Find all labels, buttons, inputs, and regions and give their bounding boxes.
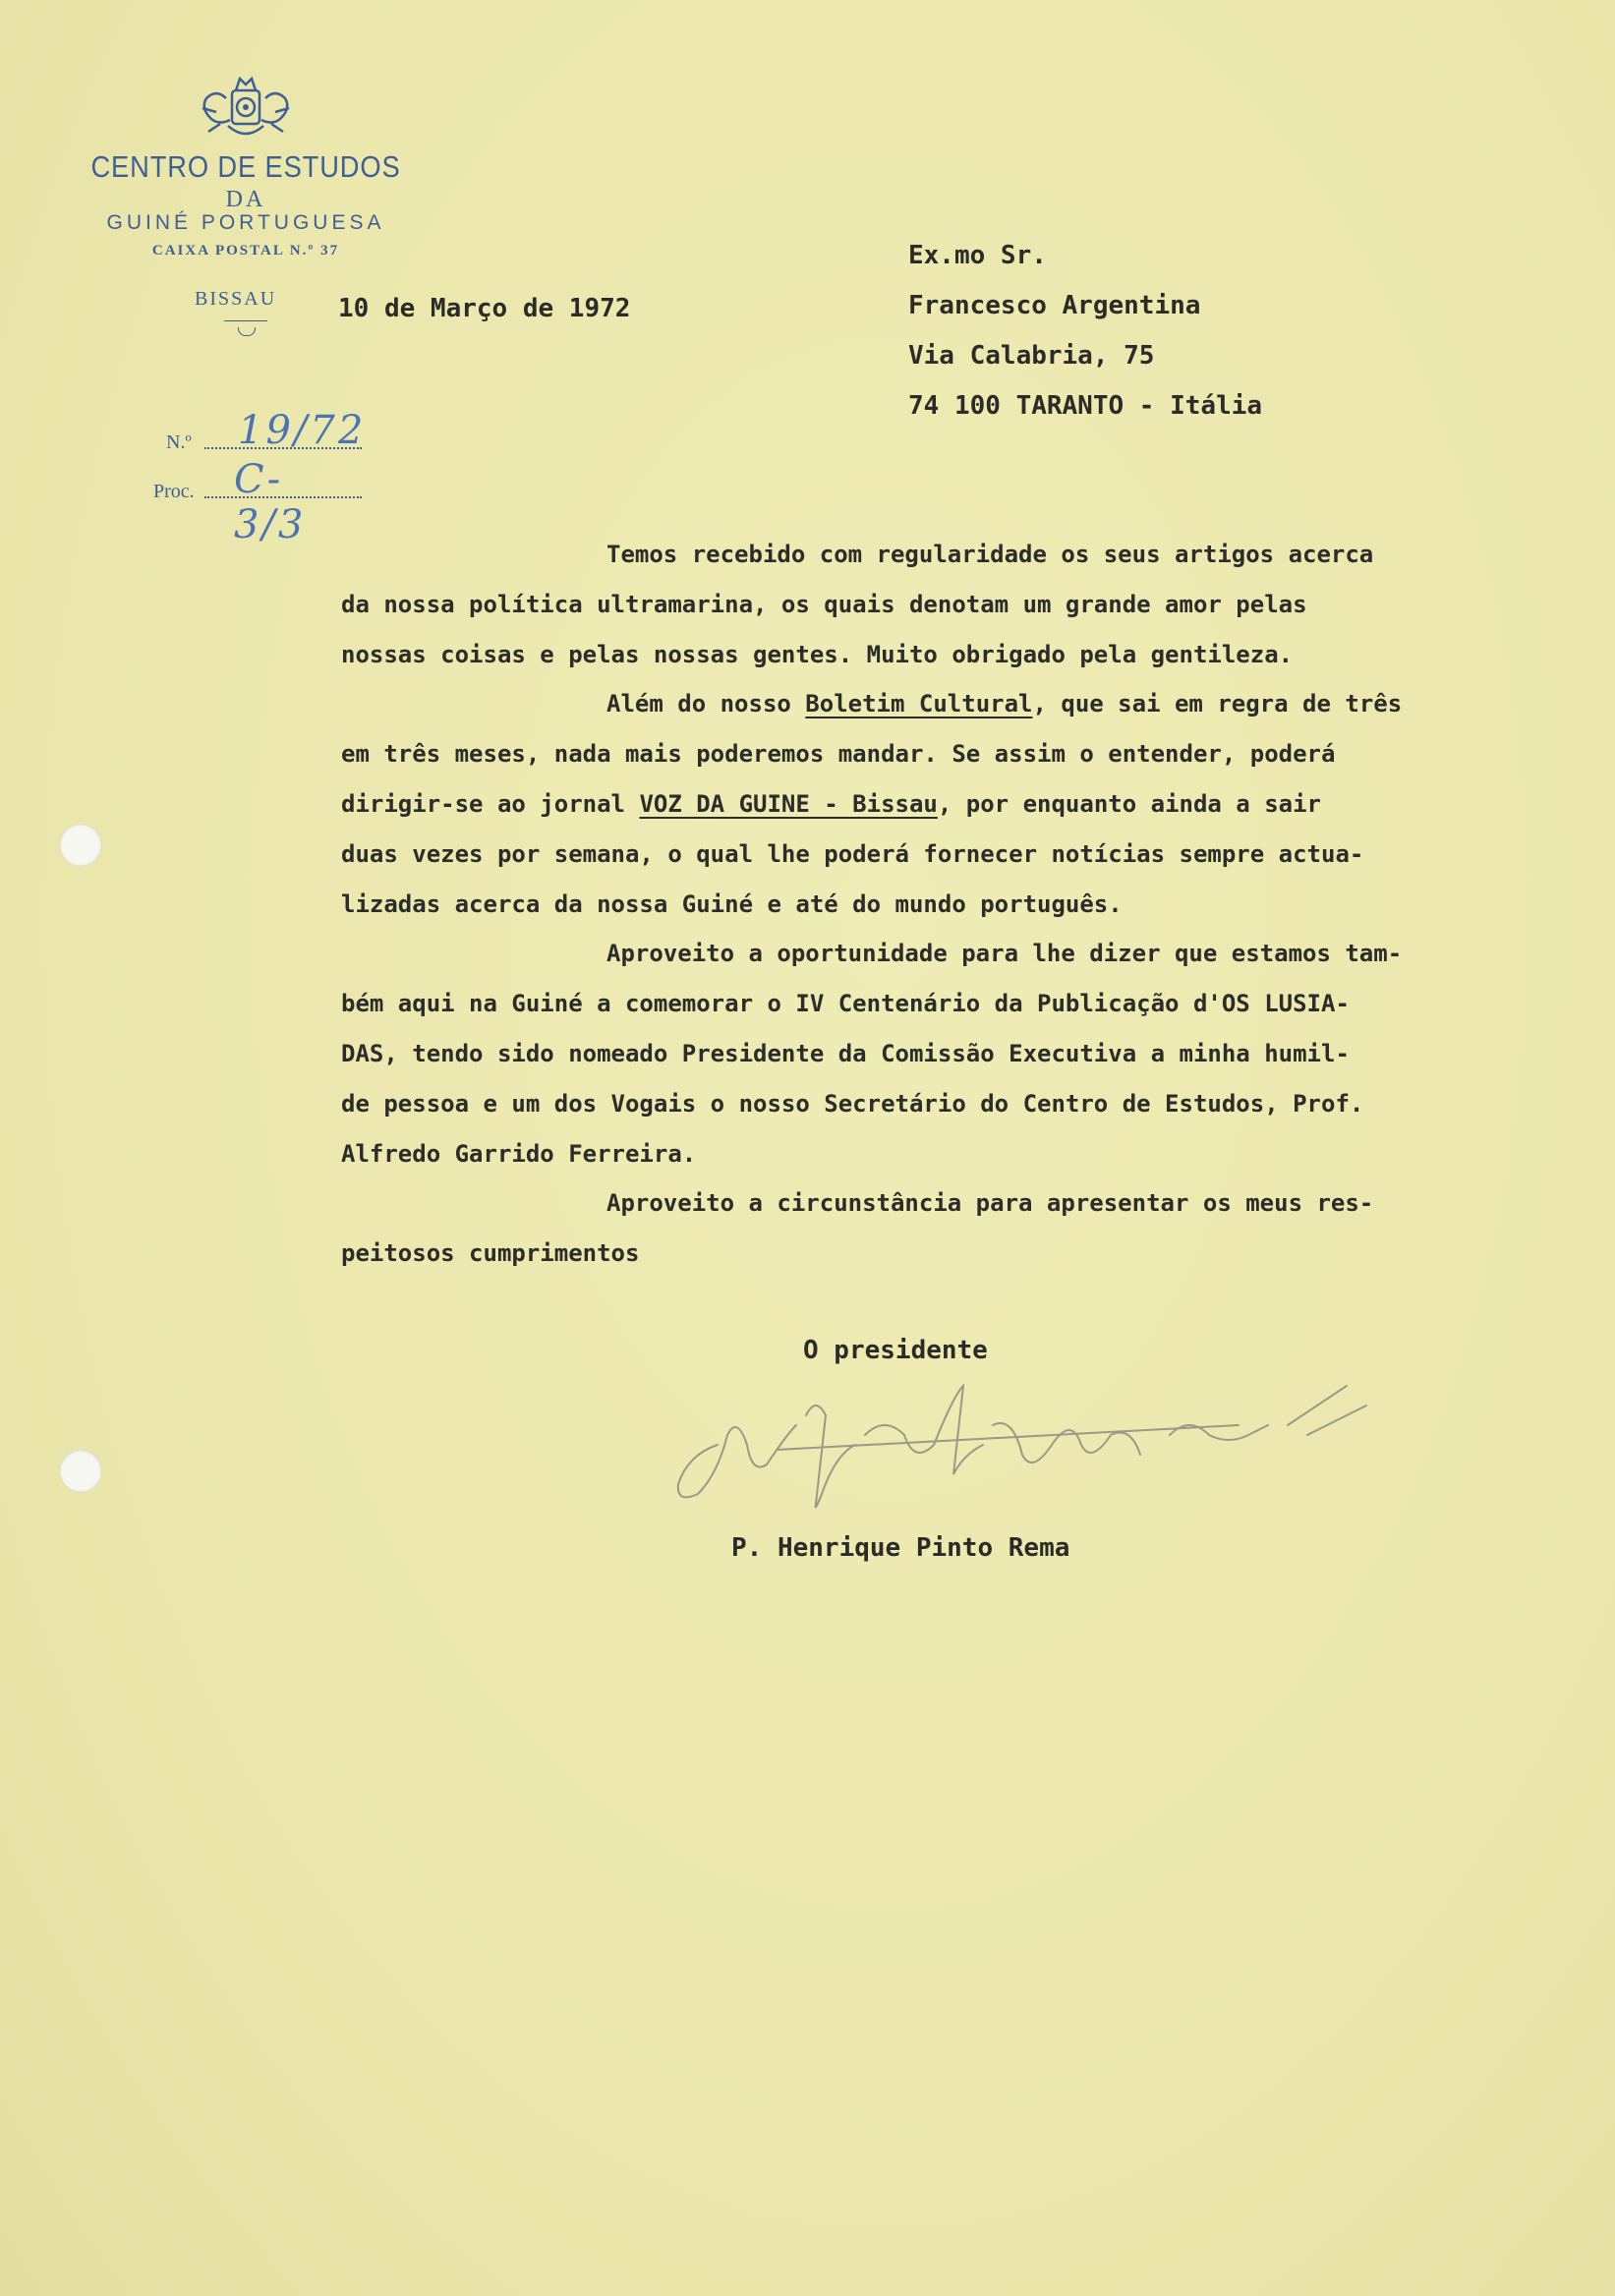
body-text-segment: DAS, tendo sido nomeado Presidente da Comissão Executiva a minha humil-: [341, 1039, 1350, 1067]
punch-hole: [59, 824, 102, 867]
recipient-line: Via Calabria, 75: [908, 341, 1155, 371]
recipient-address: [908, 241, 1262, 441]
signer-name: P. Henrique Pinto Rema: [731, 1533, 1070, 1563]
body-line: [341, 1040, 1609, 1090]
body-text-segment: Alfredo Garrido Ferreira.: [341, 1139, 697, 1168]
coat-of-arms-icon: [197, 69, 295, 145]
body-line: [341, 591, 1609, 641]
letterhead-city: BISSAU: [195, 288, 277, 310]
body-text-segment: , que sai em regra de três: [1032, 690, 1403, 718]
body-line: [341, 1189, 1609, 1239]
body-line: [341, 790, 1609, 840]
body-line: [341, 1140, 1609, 1190]
underlined-title: VOZ DA GUINE - Bissau: [639, 789, 938, 818]
body-line: [341, 940, 1609, 990]
handwritten-signature: [659, 1356, 1445, 1523]
body-text-segment: em três meses, nada mais poderemos mandar. Se assim o entender, poderá: [341, 740, 1336, 769]
closing-title: O presidente: [803, 1336, 988, 1365]
body-line: [341, 641, 1609, 691]
letter-body: [341, 541, 1609, 1290]
number-label: N.º: [166, 431, 192, 453]
city-rule: [224, 320, 267, 321]
body-line: [341, 890, 1609, 941]
body-line: [341, 1239, 1609, 1290]
letterhead-da: DA: [225, 187, 266, 212]
number-handwritten: 19/72: [238, 408, 367, 453]
body-text-segment: peitosos cumprimentos: [341, 1239, 640, 1268]
body-text-segment: Temos recebido com regularidade os seus artigos acerca: [606, 541, 1374, 568]
proc-label: Proc.: [153, 481, 195, 502]
body-text-segment: lizadas acerca da nossa Guiné e até do mundo português.: [341, 890, 1123, 918]
recipient-line: Francesco Argentina: [908, 291, 1201, 320]
proc-handwritten: C-3/3: [234, 457, 307, 547]
body-line: [341, 1090, 1609, 1140]
body-text-segment: nossas coisas e pelas nossas gentes. Muito obrigado pela gentileza.: [341, 640, 1294, 668]
letterhead-title: CENTRO DE ESTUDOS: [90, 149, 401, 184]
body-text-segment: bém aqui na Guiné a comemorar o IV Centenário da Publicação d'OS LUSIA-: [341, 990, 1350, 1018]
body-text-segment: da nossa política ultramarina, os quais denotam um grande amor pelas: [341, 590, 1307, 618]
body-line: [341, 541, 1609, 591]
body-text-segment: duas vezes por semana, o qual lhe poderá fornecer notícias sempre actua-: [341, 839, 1364, 868]
recipient-line: 74 100 TARANTO - Itália: [908, 391, 1263, 421]
letterhead-po-box: CAIXA POSTAL N.º 37: [151, 243, 340, 258]
letterhead-subtitle: GUINÉ PORTUGUESA: [106, 211, 385, 234]
body-text-segment: de pessoa e um dos Vogais o nosso Secretário do Centro de Estudos, Prof.: [341, 1089, 1364, 1118]
letter-date: 10 de Março de 1972: [338, 294, 631, 323]
body-text-segment: dirigir-se ao jornal: [341, 789, 640, 818]
body-text-segment: , por enquanto ainda a sair: [937, 789, 1322, 818]
body-line: [341, 840, 1609, 890]
body-line: [341, 990, 1609, 1040]
underlined-title: Boletim Cultural: [805, 690, 1033, 718]
body-text-segment: Aproveito a oportunidade para lhe dizer que estamos tam-: [606, 940, 1403, 968]
city-mark-icon: [238, 327, 256, 336]
body-text-segment: Aproveito a circunstância para apresentar os meus res-: [606, 1189, 1374, 1218]
body-line: [341, 690, 1609, 740]
recipient-line: Ex.mo Sr.: [908, 241, 1047, 270]
body-line: [341, 740, 1609, 790]
punch-hole: [59, 1450, 102, 1493]
letterhead: [59, 69, 433, 259]
body-text-segment: Além do nosso: [606, 690, 806, 718]
